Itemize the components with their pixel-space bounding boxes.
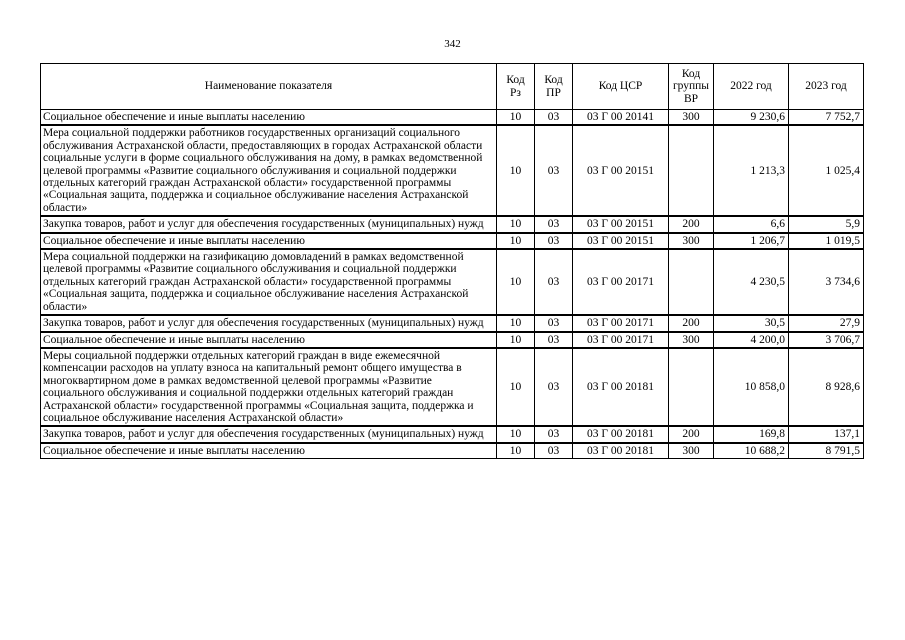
row-2023: 137,1 bbox=[789, 426, 864, 442]
row-csr: 03 Г 00 20181 bbox=[573, 443, 669, 459]
row-rz: 10 bbox=[497, 443, 535, 459]
row-pr: 03 bbox=[535, 125, 573, 216]
table-row bbox=[41, 216, 864, 232]
row-csr: 03 Г 00 20151 bbox=[573, 233, 669, 249]
row-pr: 03 bbox=[535, 332, 573, 348]
row-pr: 03 bbox=[535, 110, 573, 126]
row-csr: 03 Г 00 20151 bbox=[573, 125, 669, 216]
table-row bbox=[41, 426, 864, 442]
row-pr: 03 bbox=[535, 348, 573, 426]
table-row bbox=[41, 348, 864, 426]
row-name: Закупка товаров, работ и услуг для обеспечения государственных (муниципальных) нужд bbox=[41, 216, 497, 232]
table-row bbox=[41, 315, 864, 331]
table-row bbox=[41, 125, 864, 216]
row-pr: 03 bbox=[535, 233, 573, 249]
row-rz: 10 bbox=[497, 216, 535, 232]
row-vr: 300 bbox=[669, 110, 714, 126]
row-rz: 10 bbox=[497, 249, 535, 315]
header-pr: Код ПР bbox=[535, 64, 573, 110]
header-csr: Код ЦСР bbox=[573, 64, 669, 110]
row-2023: 7 752,7 bbox=[789, 110, 864, 126]
row-vr bbox=[669, 125, 714, 216]
row-vr: 300 bbox=[669, 332, 714, 348]
row-name: Меры социальной поддержки отдельных категорий граждан в виде ежемесячной компенсации расходов на уплату взноса на капитальный ремонт общего имущества в многоквартирном доме в рамках ведомственной целевой программы «Развитие социального обслуживания и социальной поддержки отдельных категорий граждан Астраханской области» государственной программы «Социальная защита, поддержка и социальное обслуживание населения Астраханской области» bbox=[41, 348, 497, 426]
header-vr: Код группы ВР bbox=[669, 64, 714, 110]
row-name: Социальное обеспечение и иные выплаты населению bbox=[41, 110, 497, 126]
row-vr: 200 bbox=[669, 315, 714, 331]
budget-table bbox=[40, 63, 864, 459]
table-row bbox=[41, 233, 864, 249]
row-2022: 4 200,0 bbox=[714, 332, 789, 348]
row-rz: 10 bbox=[497, 125, 535, 216]
row-csr: 03 Г 00 20141 bbox=[573, 110, 669, 126]
row-name: Социальное обеспечение и иные выплаты населению bbox=[41, 443, 497, 459]
row-2022: 6,6 bbox=[714, 216, 789, 232]
row-csr: 03 Г 00 20181 bbox=[573, 426, 669, 442]
row-csr: 03 Г 00 20171 bbox=[573, 315, 669, 331]
row-csr: 03 Г 00 20171 bbox=[573, 249, 669, 315]
row-2023: 3 706,7 bbox=[789, 332, 864, 348]
row-rz: 10 bbox=[497, 348, 535, 426]
row-2022: 1 206,7 bbox=[714, 233, 789, 249]
header-rz: Код Рз bbox=[497, 64, 535, 110]
row-2023: 27,9 bbox=[789, 315, 864, 331]
row-vr bbox=[669, 249, 714, 315]
row-csr: 03 Г 00 20151 bbox=[573, 216, 669, 232]
row-2022: 169,8 bbox=[714, 426, 789, 442]
row-rz: 10 bbox=[497, 233, 535, 249]
header-row bbox=[41, 64, 864, 110]
row-name: Закупка товаров, работ и услуг для обеспечения государственных (муниципальных) нужд bbox=[41, 426, 497, 442]
row-pr: 03 bbox=[535, 426, 573, 442]
row-name: Социальное обеспечение и иные выплаты населению bbox=[41, 332, 497, 348]
row-2022: 10 688,2 bbox=[714, 443, 789, 459]
row-2023: 1 019,5 bbox=[789, 233, 864, 249]
header-name: Наименование показателя bbox=[41, 64, 497, 110]
table-row bbox=[41, 249, 864, 315]
row-2023: 1 025,4 bbox=[789, 125, 864, 216]
page-number: 342 bbox=[444, 38, 461, 50]
row-pr: 03 bbox=[535, 216, 573, 232]
row-vr: 300 bbox=[669, 443, 714, 459]
table-row bbox=[41, 443, 864, 459]
row-name: Закупка товаров, работ и услуг для обеспечения государственных (муниципальных) нужд bbox=[41, 315, 497, 331]
row-name: Социальное обеспечение и иные выплаты населению bbox=[41, 233, 497, 249]
row-vr bbox=[669, 348, 714, 426]
row-2022: 1 213,3 bbox=[714, 125, 789, 216]
table-row bbox=[41, 110, 864, 126]
row-pr: 03 bbox=[535, 249, 573, 315]
row-2022: 4 230,5 bbox=[714, 249, 789, 315]
row-2022: 10 858,0 bbox=[714, 348, 789, 426]
row-2022: 9 230,6 bbox=[714, 110, 789, 126]
row-2023: 8 791,5 bbox=[789, 443, 864, 459]
row-pr: 03 bbox=[535, 315, 573, 331]
row-2023: 8 928,6 bbox=[789, 348, 864, 426]
header-2022: 2022 год bbox=[714, 64, 789, 110]
row-name: Мера социальной поддержки на газификацию домовладений в рамках ведомственной целевой программы «Развитие социального обслуживания и социальной поддержки отдельных категорий граждан Астраханской области» государственной программы «Социальная защита, поддержка и социальное обслуживание населения Астраханской области» bbox=[41, 249, 497, 315]
header-2023: 2023 год bbox=[789, 64, 864, 110]
row-2023: 3 734,6 bbox=[789, 249, 864, 315]
row-2022: 30,5 bbox=[714, 315, 789, 331]
row-rz: 10 bbox=[497, 110, 535, 126]
row-rz: 10 bbox=[497, 426, 535, 442]
row-name: Мера социальной поддержки работников государственных организаций социального обслуживания Астраханской области, предоставляющих в городах Астраханской области социальные услуги в форме социального обслуживания на дому, в рамках ведомственной целевой программы «Развитие социального обслуживания и социальной поддержки отдельных категорий граждан Астраханской области» государственной программы «Социальная защита, поддержка и социальное обслуживание населения Астраханской области» bbox=[41, 125, 497, 216]
row-rz: 10 bbox=[497, 332, 535, 348]
row-vr: 300 bbox=[669, 233, 714, 249]
row-rz: 10 bbox=[497, 315, 535, 331]
row-vr: 200 bbox=[669, 216, 714, 232]
table-row bbox=[41, 332, 864, 348]
row-vr: 200 bbox=[669, 426, 714, 442]
row-csr: 03 Г 00 20171 bbox=[573, 332, 669, 348]
row-2023: 5,9 bbox=[789, 216, 864, 232]
row-pr: 03 bbox=[535, 443, 573, 459]
row-csr: 03 Г 00 20181 bbox=[573, 348, 669, 426]
